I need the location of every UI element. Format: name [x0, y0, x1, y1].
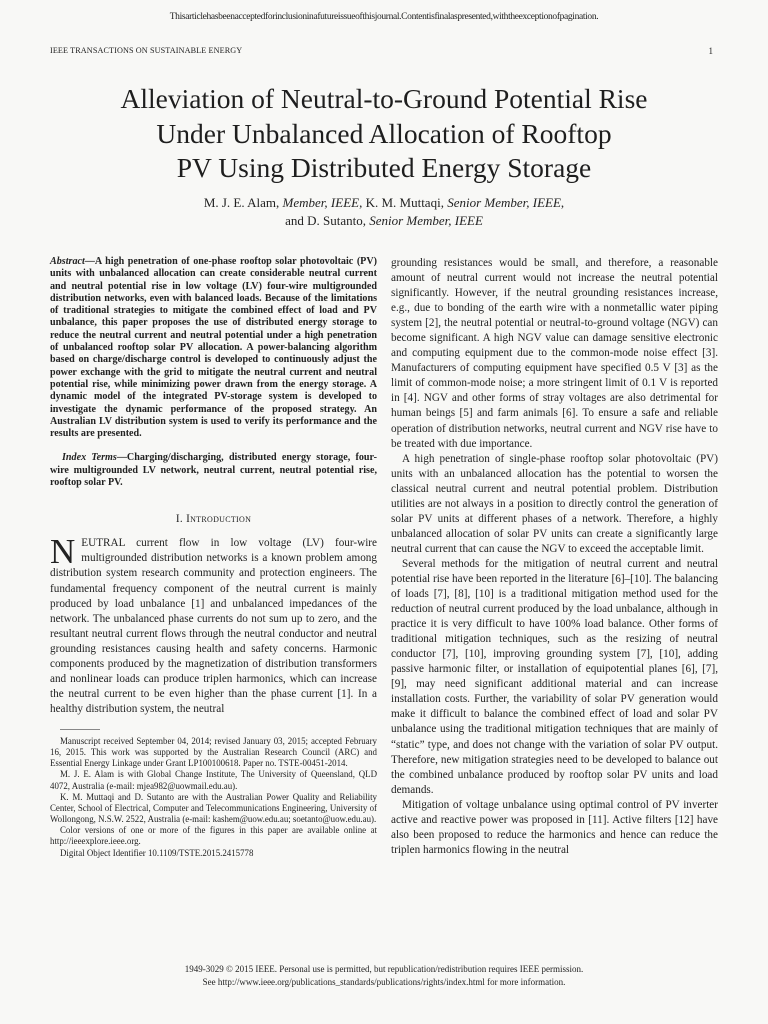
body-paragraph: grounding resistances would be small, and therefore, a reasonable amount of neutral current would not increase the neutral potential significantly. However, if the neutral grounding resistances increase, e.g., due to bonding of the earth wire with a nonmetallic water piping system [2], the neutral potential or neutral-to-ground voltage (NGV) can become significant. A high NGV value can damage sensitive electronic and computing equipment due to the common-mode noise effect [3]. Manufacturers of computing equipment have specified 0.5 V [3] as the limit of common-mode noise; a more stringent limit of 0.1 V is reported in [4]. NGV and other forms of stray voltages are also detrimental for human beings [5] and farm animals [6]. To ensure a safe and reliable operation of distribution networks, neutral current and NGV rise have to be treated with due importance.: [391, 257, 718, 450]
author-separator: ,: [560, 195, 565, 210]
author-membership: Senior Member, IEEE: [447, 195, 561, 210]
section-heading: [50, 512, 377, 527]
footnote: Color versions of one or more of the figures in this paper are available online at http://ieeexplore.ieee.org.: [50, 825, 377, 847]
section-number: I.: [175, 513, 187, 526]
author-name: M. J. E. Alam,: [203, 195, 283, 210]
footnote: Digital Object Identifier 10.1109/TSTE.2015.2415778: [60, 847, 254, 858]
intro-text: current flow in low voltage (LV) four-wire multigrounded distribution networks is a known problem among distribution system research community and protection engineers. The fundamental frequency component of the neutral current is mainly produced by load unbalance [1] and unbalanced impedances of the network. The unbalanced phase currents do not sum up to zero, and the resultant neutral current flows through the neutral conductor and neutral grounding resistances causing health and safety concerns. Harmonic components produced by the magnetization of distribution transformers and nonlinear loads can produce triplen harmonics, which can increase the neutral current to be even higher than the phase current [1]. In a healthy distribution system, the neutral: [50, 537, 377, 715]
footnote: K. M. Muttaqi and D. Sutanto are with the Australian Power Quality and Reliability Center, School of Electrical, Computer and Telecommunications Engineering, University of Wollongong, N.S.W. 2522, Australia (e-mail: kashem@uow.edu.au; soetanto@uow.edu.au).: [50, 791, 377, 825]
page-number: 1: [708, 46, 713, 56]
acceptance-notice: Thisarticlehasbeenacceptedforinclusioninafutureissueofthisjournal.Contentisfinalaspresented,withtheexceptionofpagination.: [169, 12, 599, 22]
right-column: [391, 256, 718, 858]
footnote-rule: [60, 729, 100, 730]
author-membership: Member, IEEE: [282, 195, 360, 210]
footnote: Manuscript received September 04, 2014; revised January 03, 2015; accepted February 16, 2015. This work was supported by the Australian Research Council (ARC) and Essential Energy Linkage under Grant LP100100618. Paper no. TSTE-00451-2014.: [50, 735, 377, 769]
footnotes: [50, 736, 377, 859]
footnote: M. J. E. Alam is with Global Change Institute, The University of Queensland, QLD 4072, Australia (e-mail: mjea982@uowmail.edu.au).: [50, 769, 377, 791]
title-line: Under Unbalanced Allocation of Rooftop: [156, 117, 612, 149]
abstract-label: Abstract: [50, 256, 85, 267]
paper-title: [50, 82, 718, 186]
index-terms-text: —Charging/discharging, distributed energy storage, four-wire multigrounded LV network, neutral current, neutral potential rise, rooftop solar PV.: [50, 452, 377, 489]
body-paragraph: A high penetration of single-phase rooftop solar photovoltaic (PV) units with an unbalanced allocation has the potential to worsen the classical neutral current and neutral potential problem. Distribution utilities are not always in a position to directly control the generation of solar PV units at different phases of a network. Therefore, a highly unbalanced allocation of solar PV units can create a significantly large neutral current that can cause the NGV to exceed the acceptable limit.: [391, 452, 718, 555]
author-line: [50, 212, 718, 230]
left-column: [50, 256, 377, 859]
abstract-text: —A high penetration of one-phase rooftop solar photovoltaic (PV) units with unbalanced allocation can create considerable neutral current and neutral potential rise in low voltage (LV) four-wire multigrounded distribution networks, even with balanced loads. Because of the limitations of traditional strategies to mitigate the combined effect of load and PV unbalance, this paper proposes the use of distributed energy storage to reduce the neutral current and neutral potential under a high penetration of unbalanced rooftop solar PV allocation. A power-balancing algorithm based on charge/discharge control is developed to continuously adjust the power exchange with the grid to mitigate the neutral current and neutral potential rise, while minimizing power drawn from the energy storage. A dynamic model of the integrated PV-storage system is developed to investigate the dynamic performance of the proposed strategy. An Australian LV distribution system is used to verify its performance and the results are presented.: [50, 256, 377, 440]
author-name: and D. Sutanto,: [285, 212, 370, 228]
author-list: [50, 194, 718, 229]
copyright-footer: [0, 963, 768, 989]
drop-cap: N: [50, 532, 76, 572]
author-line: [50, 194, 718, 212]
journal-header: IEEE TRANSACTIONS ON SUSTAINABLE ENERGY: [50, 46, 243, 55]
author-name: , K. M. Muttaqi,: [359, 195, 448, 210]
intro-paragraph: [50, 532, 377, 717]
author-membership: Senior Member, IEEE: [369, 212, 483, 228]
body-paragraph: Mitigation of voltage unbalance using optimal control of PV inverter active and reactive power was proposed in [11]. Active filters [12] have also been proposed to reduce the harmonics and hence can reduce the triplen harmonics flowing in the neutral: [391, 798, 718, 856]
title-line: PV Using Distributed Energy Storage: [176, 152, 592, 183]
body-paragraph: Several methods for the mitigation of neutral current and neutral potential rise have been reported in the literature [6]–[10]. The balancing of loads [7], [8], [10] is a traditional mitigation method used for the reduction of neutral current produced by the load unbalance, although in practice it is very difficult to have 100% load balance. Other forms of traditional mitigation techniques, such as the resizing of neutral conductor [7], [10], improving grounding system [7], [10], adding passive harmonic filter, or installation of equipotential planes [6], [7], [9], may need significant additional material and can increase installation costs. Further, the variability of solar PV generation would make it difficult to balance the combined effect of load and solar PV unbalance using the traditional mitigation techniques that are mainly of “static” type, and does not change with the variation of solar PV output. Therefore, new mitigation strategies need to be developed to balance out the combined unbalance produced by rooftop solar PV units and load demands.: [391, 557, 718, 796]
title-line: Alleviation of Neutral-to-Ground Potential Rise: [120, 83, 648, 114]
abstract: [50, 256, 377, 440]
rights-info-line: See http://www.ieee.org/publications_standards/publications/rights/index.html for more information.: [202, 977, 566, 987]
copyright-line: 1949-3029 © 2015 IEEE. Personal use is permitted, but republication/redistribution requires IEEE permission.: [184, 964, 584, 974]
section-title: Introduction: [186, 513, 252, 526]
index-terms-label: Index Terms: [62, 452, 117, 464]
index-terms: [50, 452, 377, 489]
intro-lead: EUTRAL: [81, 537, 125, 550]
